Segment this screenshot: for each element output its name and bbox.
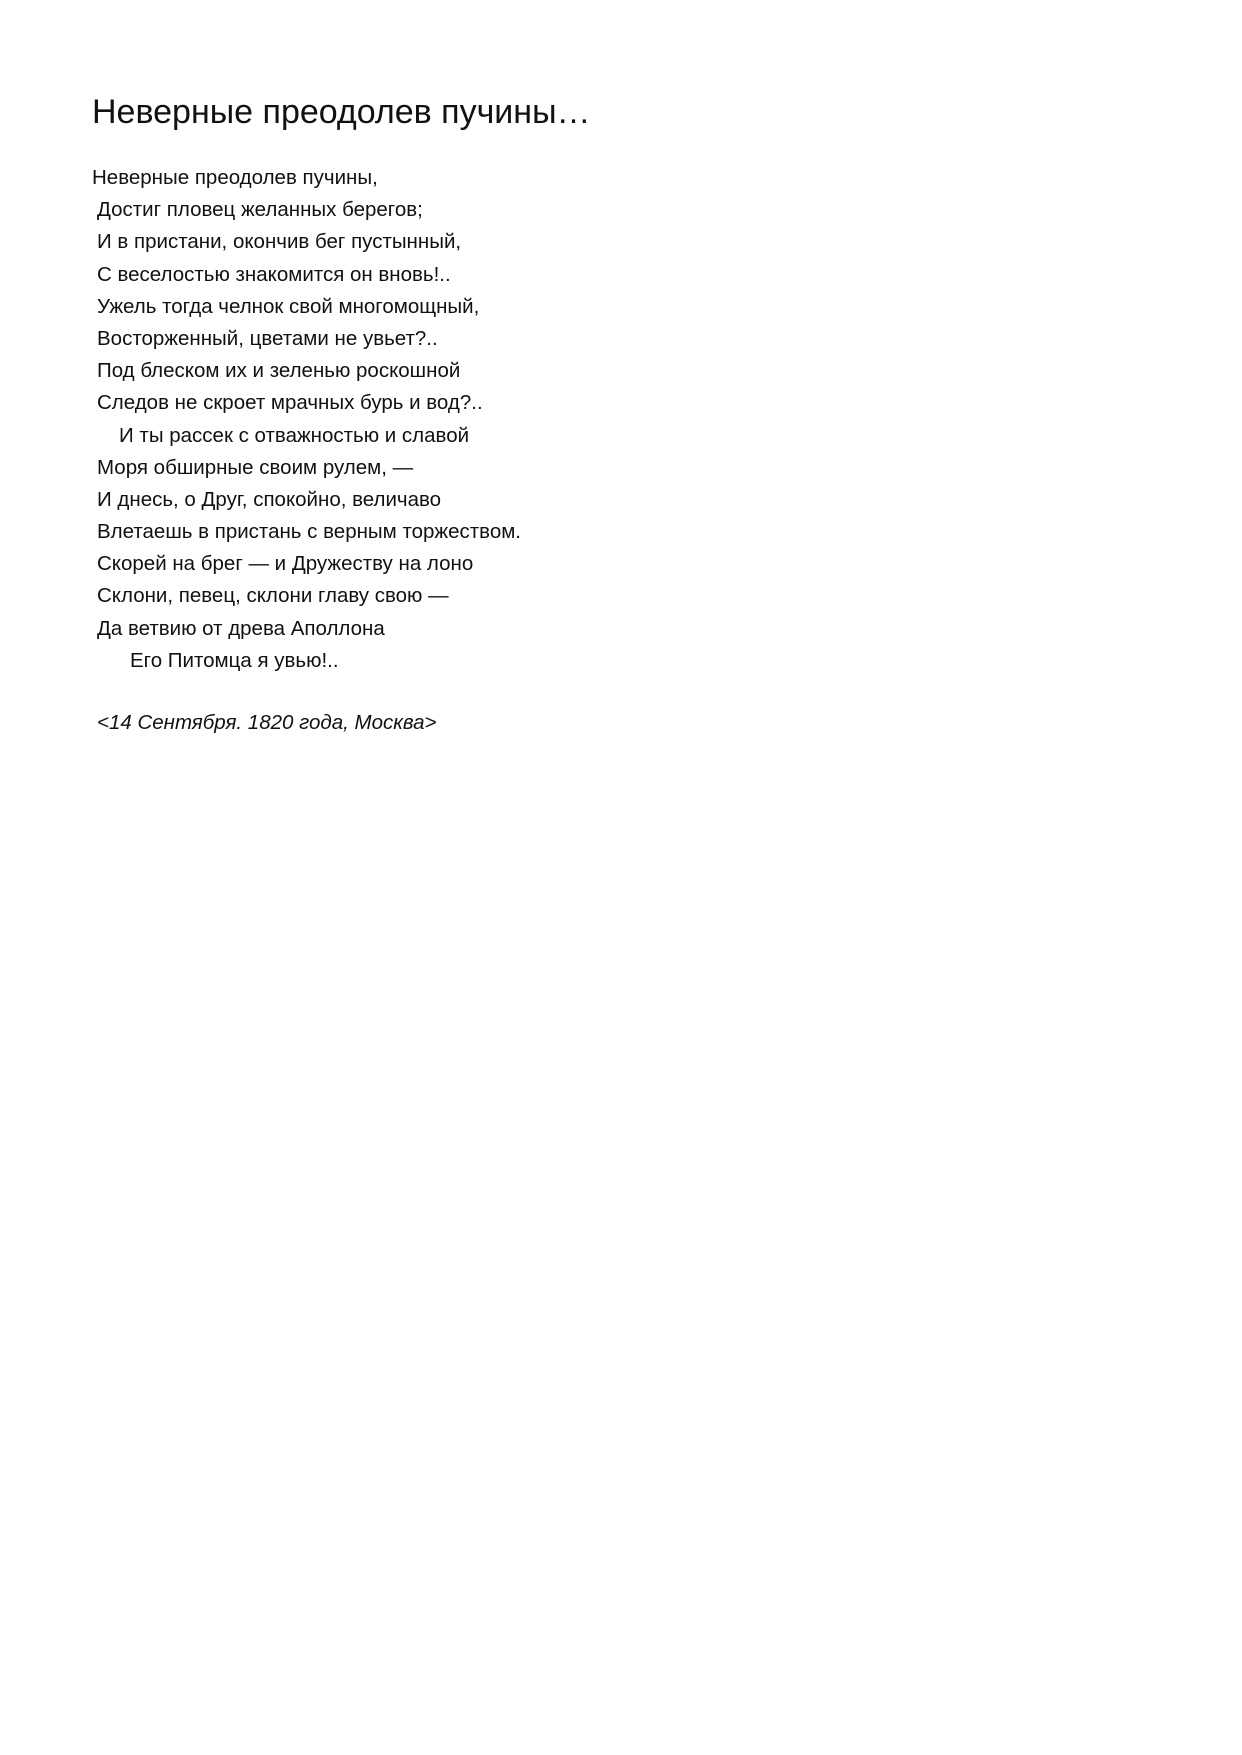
poem-line: И в пристани, окончив бег пустынный, — [97, 230, 462, 254]
poem-line: Его Питомца я увью!.. — [130, 648, 339, 672]
poem-body — [92, 162, 521, 677]
poem-line: Восторженный, цветами не увьет?.. — [97, 326, 438, 350]
poem-line: Ужель тогда челнок свой многомощный, — [97, 294, 480, 318]
poem-line: Скорей на брег — и Дружеству на лоно — [97, 552, 474, 576]
poem-date: <14 Сентября. 1820 года, Москва> — [97, 711, 437, 734]
poem-line: Моря обширные своим рулем, — — [97, 455, 414, 479]
poem-line: Достиг пловец желанных берегов; — [97, 198, 423, 222]
poem-line: Неверные преодолев пучины, — [92, 166, 378, 189]
poem-line: Да ветвию от древа Аполлона — [97, 616, 385, 640]
poem-line: С веселостью знакомится он вновь!.. — [97, 262, 451, 286]
poem-line: Под блеском их и зеленью роскошной — [97, 359, 461, 383]
poem-line: Склони, певец, склони главу свою — — [97, 584, 449, 608]
poem-line: И ты рассек с отважностью и славой — [119, 423, 470, 447]
poem-line: Влетаешь в пристань с верным торжеством. — [97, 520, 522, 544]
poem-line: Следов не скроет мрачных бурь и вод?.. — [97, 391, 483, 415]
poem-line: И днесь, о Друг, спокойно, величаво — [97, 487, 442, 511]
poem-title: Неверные преодолев пучины… — [92, 93, 591, 131]
